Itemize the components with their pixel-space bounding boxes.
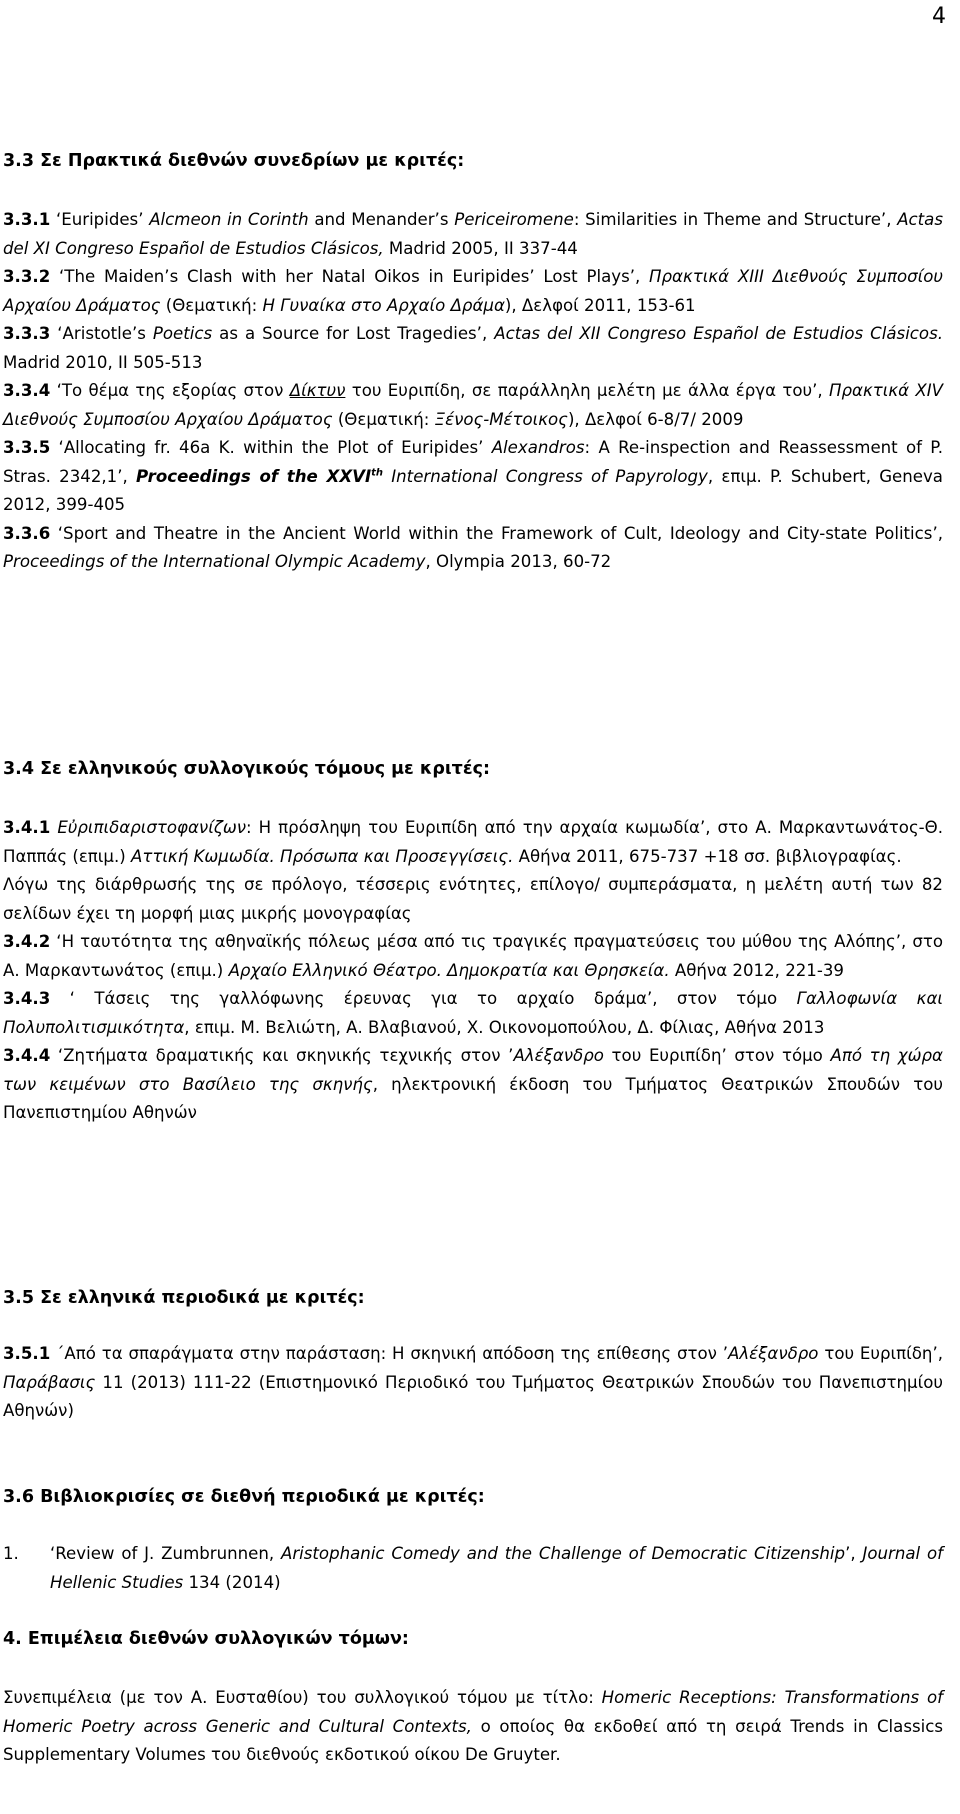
entry-3-3-1: 3.3.1 ‘Euripides’ Alcmeon in Corinth and Menander’s Periceiromene: Similarities in Theme and Structure’, Actas del XI Congreso Español de Estudios Clásicos, Madrid 2005, II 337-44 [3,210,943,258]
entry-3-3-3: 3.3.3 ‘Aristotle’s Poetics as a Source for Lost Tragedies’, Actas del XII Congreso Español de Estudios Clásicos. Madrid 2010, II 505-513 [3,324,943,372]
entry-3-5-1: 3.5.1 ΄Από τα σπαράγματα στην παράσταση: Η σκηνική απόδοση της επίθεσης στον ’Αλέξανδρο του Ευριπίδη’, Παράβασις 11 (2013) 111-22 (Επιστημονικό Περιοδικό του Τμήματος Θεατρικών Σπουδών του Πανεπιστημίου Αθηνών) [3,1344,943,1420]
entry-3-3-6: 3.3.6 ‘Sport and Theatre in the Ancient World within the Framework of Cult, Ideology and City-state Politics’, Proceedings of the International Olympic Academy, Olympia 2013, 60-72 [3,523,943,571]
section-3-3-body [3,206,943,577]
section-heading-3-3: 3.3 Σε Πρακτικά διεθνών συνεδρίων με κριτές: [3,151,465,171]
section-heading-3-5: 3.5 Σε ελληνικά περιοδικά με κριτές: [3,1288,365,1308]
entry-4-1: Συνεπιμέλεια (με τον Α. Ευσταθίου) του συλλογικού τόμου με τίτλο: Homeric Receptions: Transformations of Homeric Poetry across Generic and Cultural Contexts, ο οποίος θα εκδοθεί από τη σειρά Trends in Classics Supplementary Volumes του διεθνούς εκδοτικού οίκου De Gruyter. [3,1688,943,1764]
entry-3-3-2: 3.3.2 ‘The Maiden’s Clash with her Natal Oikos in Euripides’ Lost Plays’, Πρακτικά XIII Διεθνούς Συμποσίου Αρχαίου Δράματος (Θεματική: Η Γυναίκα στο Αρχαίο Δράμα), Δελφοί 2011, 153-61 [3,267,944,315]
section-heading-3-4: 3.4 Σε ελληνικούς συλλογικούς τόμους με κριτές: [3,759,490,779]
entry-3-3-5: 3.3.5 ‘Allocating fr. 46a K. within the Plot of Euripides’ Alexandros: A Re-inspection and Reassessment of P. Stras. 2342,1’, Proceedings of the XXVIth International Congress of Papyrology, επιμ. P. Schubert, Geneva 2012, 399-405 [3,438,943,514]
entry-3-4-4: 3.4.4 ‘Ζητήματα δραματικής και σκηνικής τεχνικής στον ’Αλέξανδρο του Ευριπίδη’ στον τόμο Από τη χώρα των κειμένων στο Βασίλειο της σκηνής, ηλεκτρονική έκδοση του Τμήματος Θεατρικών Σπουδών του Πανεπιστημίου Αθηνών [3,1046,943,1122]
section-heading-4: 4. Επιμέλεια διεθνών συλλογικών τόμων: [3,1629,409,1649]
entry-3-4-2: 3.4.2 ‘Η ταυτότητα της αθηναϊκής πόλεως μέσα από τις τραγικές πραγματεύσεις του μύθου της Αλόπης’, στο Α. Μαρκαντωνάτος (επιμ.) Αρχαίο Ελληνικό Θέατρο. Δημοκρατία και Θρησκεία. Αθήνα 2012, 221-39 [3,932,943,980]
section-4-body [3,1684,943,1770]
section-3-5-body [3,1340,943,1426]
section-heading-3-6: 3.6 Βιβλιοκρισίες σε διεθνή περιοδικά με κριτές: [3,1487,485,1507]
page-number: 4 [932,4,946,29]
entry-3-4-1: 3.4.1 Εὐριπιδαριστοφανίζων: Η πρόσληψη του Ευριπίδη από την αρχαία κωμωδία’, στο Α. Μαρκαντωνάτος-Θ. Παππάς (επιμ.) Αττική Κωμωδία. Πρόσωπα και Προσεγγίσεις. Αθήνα 2011, 675-737 +18 σσ. βιβλιογραφίας. [3,818,944,866]
entry-3-4-3: 3.4.3 ‘ Τάσεις της γαλλόφωνης έρευνας για το αρχαίο δράμα’, στον τόμο Γαλλοφωνία και Πολυπολιτισμικότητα, επιμ. Μ. Βελιώτη, Α. Βλαβιανού, Χ. Οικονομοπούλου, Δ. Φίλιας, Αθήνα 2013 [3,989,944,1037]
section-3-6-body [3,1540,943,1597]
entry-3-4-note: Λόγω της διάρθρωσής της σε πρόλογο, τέσσερις ενότητες, επίλογο/ συμπεράσματα, η μελέτη αυτή των 82 σελίδων έχει τη μορφή μιας μικρής μονογραφίας [3,875,943,923]
entry-3-3-4: 3.3.4 ‘Το θέμα της εξορίας στον Δίκτυν του Ευριπίδη, σε παράλληλη μελέτη με άλλα έργα του’, Πρακτικά XIV Διεθνούς Συμποσίου Αρχαίου Δράματος (Θεματική: Ξένος-Μέτοικος), Δελφοί 6-8/7/ 2009 [3,381,943,429]
section-3-4-body [3,814,943,1128]
entry-3-6-1: 1. ‘Review of J. Zumbrunnen, Aristophanic Comedy and the Challenge of Democratic Citizenship’, Journal of Hellenic Studies 134 (2014) [3,1544,944,1592]
